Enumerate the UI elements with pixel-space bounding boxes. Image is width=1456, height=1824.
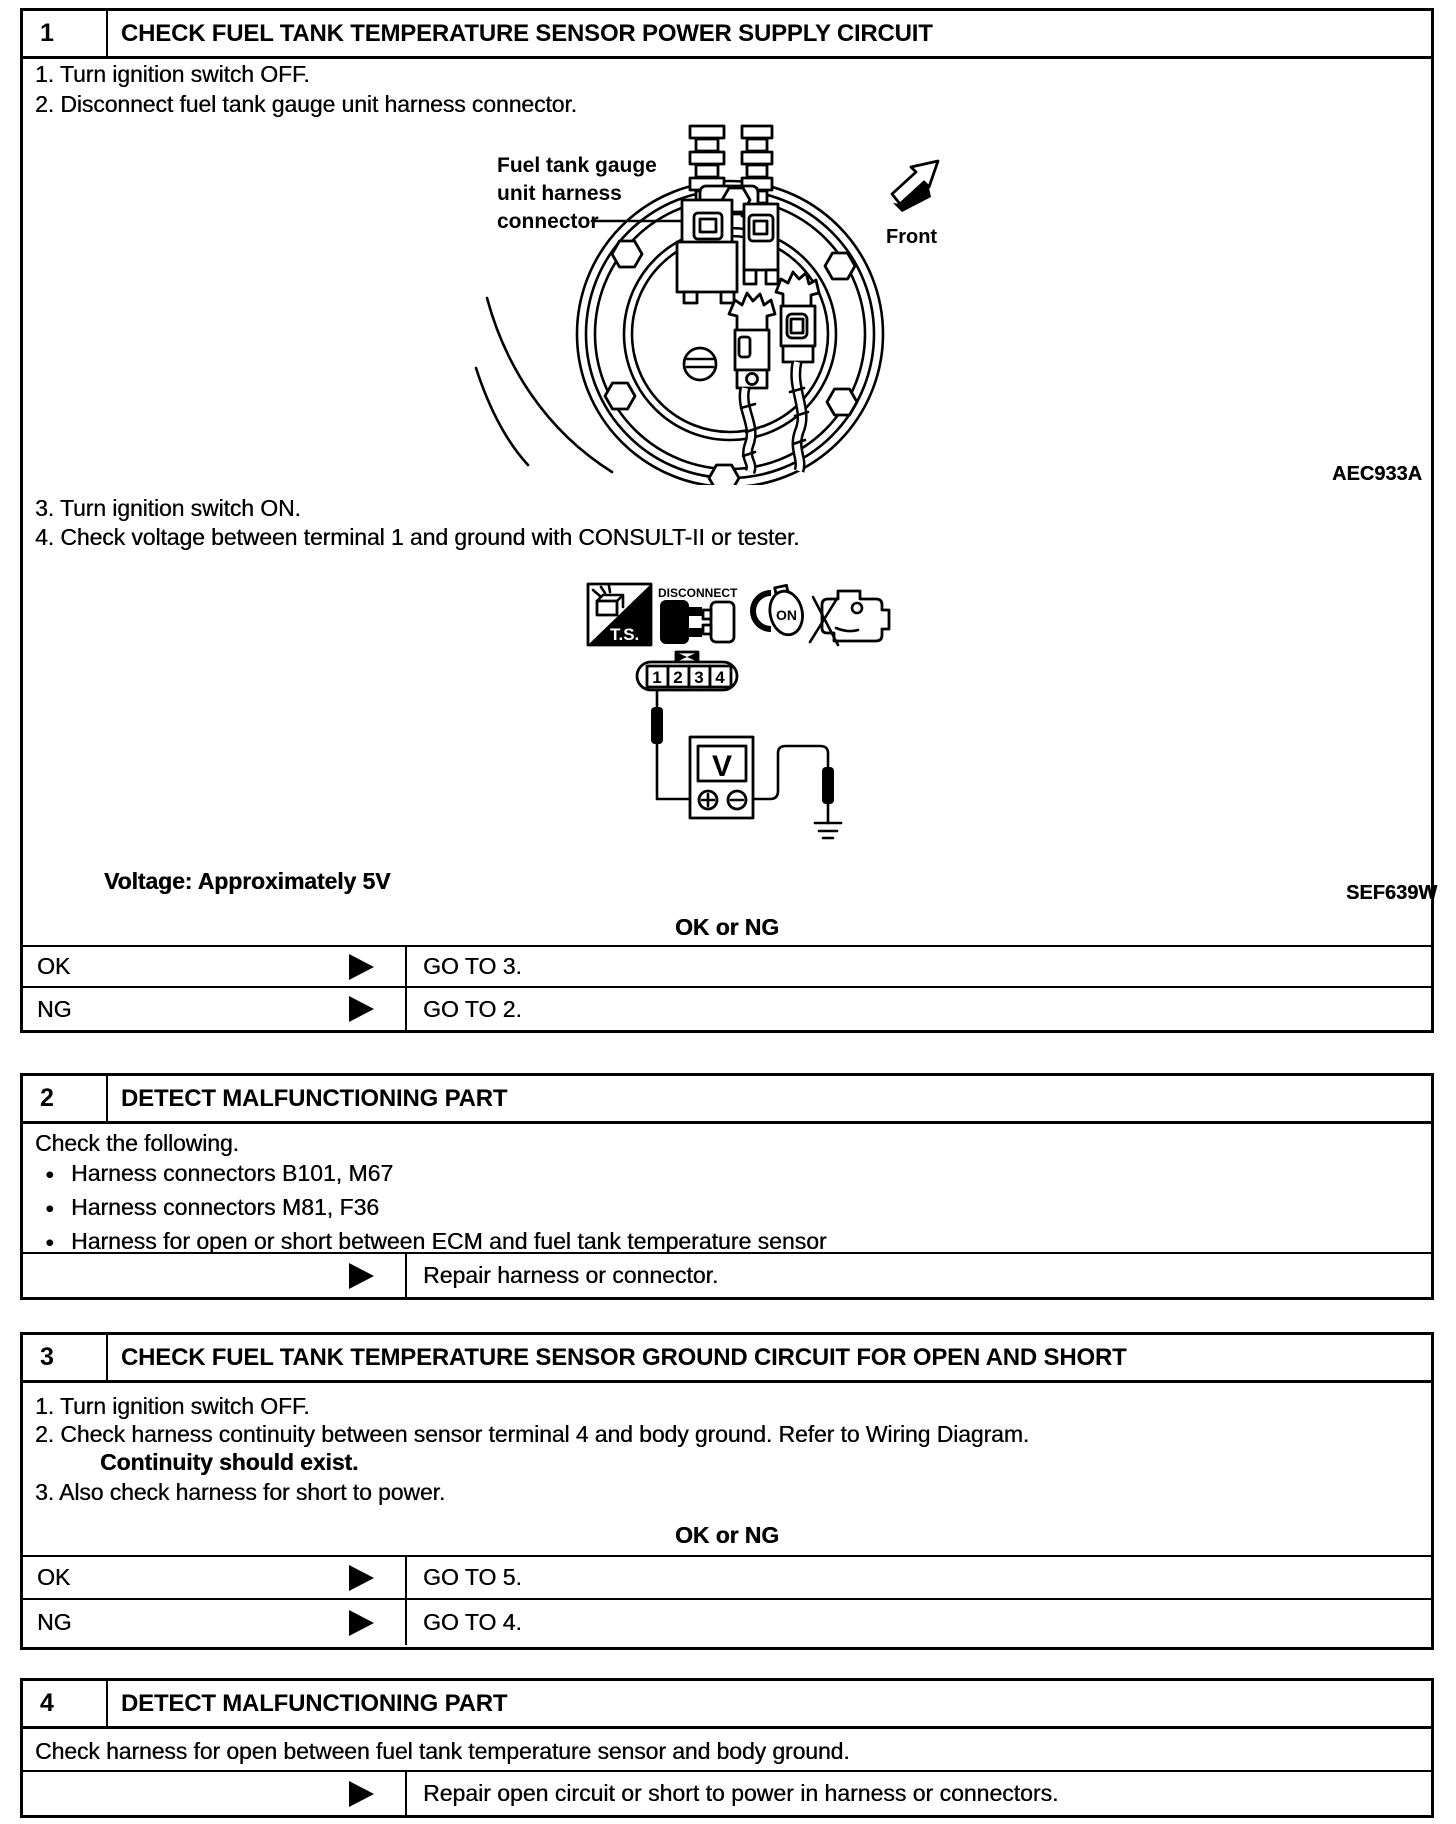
instruction-line: 1. Turn ignition switch OFF. bbox=[35, 1393, 310, 1419]
check-list-text: Harness connectors B101, M67 bbox=[71, 1160, 394, 1186]
instruction-line: 4. Check voltage between terminal 1 and ground with CONSULT-II or tester. bbox=[35, 524, 800, 550]
result-condition: OK bbox=[37, 953, 71, 979]
result-row-repair bbox=[23, 1770, 1431, 1815]
instruction-line: 3. Also check harness for short to power. bbox=[35, 1479, 446, 1505]
bullet-icon: ● bbox=[45, 1234, 55, 1251]
result-row-ng bbox=[23, 986, 1431, 1030]
step-title: CHECK FUEL TANK TEMPERATURE SENSOR POWER SUPPLY CIRCUIT bbox=[121, 19, 933, 47]
gauge-unit-harness-connector bbox=[677, 200, 737, 303]
spec-value: Continuity should exist. bbox=[100, 1449, 359, 1475]
voltmeter-label: V bbox=[711, 750, 733, 783]
fuel-tank-gauge-figure bbox=[440, 120, 960, 485]
ok-ng-label: OK or NG bbox=[675, 1522, 779, 1548]
ts-tool-icon bbox=[588, 584, 651, 645]
screw-detail bbox=[684, 348, 716, 380]
spec-value: Voltage: Approximately 5V bbox=[104, 868, 391, 894]
disconnect-connector-icon bbox=[658, 586, 738, 644]
instruction-line: 1. Turn ignition switch OFF. bbox=[35, 61, 310, 87]
connector-disconnected-icon bbox=[810, 591, 889, 645]
instruction-line: 2. Disconnect fuel tank gauge unit harness connector. bbox=[35, 91, 577, 117]
front-label: Front bbox=[886, 226, 938, 248]
result-arrow-icon bbox=[349, 1781, 374, 1807]
step-number: 4 bbox=[23, 1681, 108, 1726]
step-number: 1 bbox=[23, 11, 108, 56]
ok-ng-label: OK or NG bbox=[675, 914, 779, 940]
step-number: 3 bbox=[23, 1335, 108, 1380]
result-action: GO TO 4. bbox=[423, 1609, 522, 1635]
voltmeter bbox=[690, 737, 753, 818]
diagnostic-step-4-block bbox=[20, 1678, 1434, 1818]
second-harness-connector bbox=[744, 204, 778, 284]
figure-label-line: connector bbox=[497, 210, 599, 233]
result-condition: OK bbox=[37, 1564, 71, 1590]
step-title: DETECT MALFUNCTIONING PART bbox=[121, 1689, 508, 1717]
result-arrow-icon bbox=[349, 996, 374, 1022]
figure-label-line: Fuel tank gauge bbox=[497, 154, 657, 177]
check-list-item bbox=[45, 1194, 379, 1221]
ts-label: T.S. bbox=[610, 625, 640, 644]
instruction-line: 3. Turn ignition switch ON. bbox=[35, 495, 301, 521]
figure-reference-code: SEF639W bbox=[1346, 882, 1438, 904]
result-arrow-icon bbox=[349, 1263, 374, 1289]
result-arrow-icon bbox=[349, 954, 374, 980]
result-action: Repair open circuit or short to power in harness or connectors. bbox=[423, 1780, 1059, 1806]
ignition-on-key-icon bbox=[753, 583, 806, 638]
front-direction-arrow-icon bbox=[892, 161, 938, 212]
check-list-item bbox=[45, 1160, 393, 1187]
disconnect-label: DISCONNECT bbox=[658, 586, 738, 600]
result-row-ng bbox=[23, 1598, 1431, 1645]
ground-probe bbox=[822, 767, 834, 804]
on-label: ON bbox=[776, 607, 797, 623]
instruction-line: 2. Check harness continuity between sensor terminal 4 and body ground. Refer to Wiring Diagram. bbox=[35, 1421, 1030, 1447]
figure-reference-code: AEC933A bbox=[1332, 463, 1423, 485]
result-condition: NG bbox=[37, 1609, 72, 1635]
check-list-text: Harness for open or short between ECM and fuel tank temperature sensor bbox=[71, 1228, 827, 1254]
result-action: GO TO 3. bbox=[423, 953, 522, 979]
result-condition: NG bbox=[37, 995, 72, 1022]
bullet-icon: ● bbox=[45, 1166, 55, 1183]
diagnostic-step-2-block bbox=[20, 1073, 1434, 1300]
diagnostic-step-1-block bbox=[20, 8, 1438, 1033]
connector-pin-strip bbox=[637, 652, 737, 690]
step-1-header bbox=[23, 11, 1431, 59]
result-action: GO TO 5. bbox=[423, 1564, 522, 1590]
result-action: Repair harness or connector. bbox=[423, 1262, 719, 1288]
wire-terminal-left bbox=[729, 293, 775, 472]
result-row-ok bbox=[23, 945, 1431, 986]
voltage-test-figure bbox=[575, 575, 905, 860]
result-arrow-icon bbox=[349, 1610, 374, 1636]
step-number: 2 bbox=[23, 1076, 108, 1121]
step-2-header bbox=[23, 1076, 1431, 1124]
pin-number: 3 bbox=[694, 668, 704, 687]
bullet-icon: ● bbox=[45, 1200, 55, 1217]
check-list-text: Harness connectors M81, F36 bbox=[71, 1194, 380, 1220]
result-arrow-icon bbox=[349, 1565, 374, 1591]
pin-number: 4 bbox=[715, 668, 725, 687]
result-row-repair bbox=[23, 1252, 1431, 1297]
figure-label-line: unit harness bbox=[497, 182, 622, 205]
test-probe bbox=[651, 707, 663, 744]
step-4-header bbox=[23, 1681, 1431, 1729]
step-title: DETECT MALFUNCTIONING PART bbox=[121, 1084, 508, 1112]
step-title: CHECK FUEL TANK TEMPERATURE SENSOR GROUND CIRCUIT FOR OPEN AND SHORT bbox=[121, 1343, 1127, 1371]
result-action: GO TO 2. bbox=[423, 995, 522, 1022]
pin-number: 2 bbox=[673, 668, 683, 687]
pin-number: 1 bbox=[652, 668, 662, 687]
instruction-line: Check the following. bbox=[35, 1130, 239, 1156]
ground-symbol bbox=[815, 823, 841, 838]
instruction-line: Check harness for open between fuel tank temperature sensor and body ground. bbox=[35, 1738, 850, 1764]
check-list-item bbox=[45, 1228, 827, 1255]
step-3-header bbox=[23, 1335, 1431, 1383]
result-row-ok bbox=[23, 1555, 1431, 1598]
diagnostic-step-3-block bbox=[20, 1332, 1434, 1650]
